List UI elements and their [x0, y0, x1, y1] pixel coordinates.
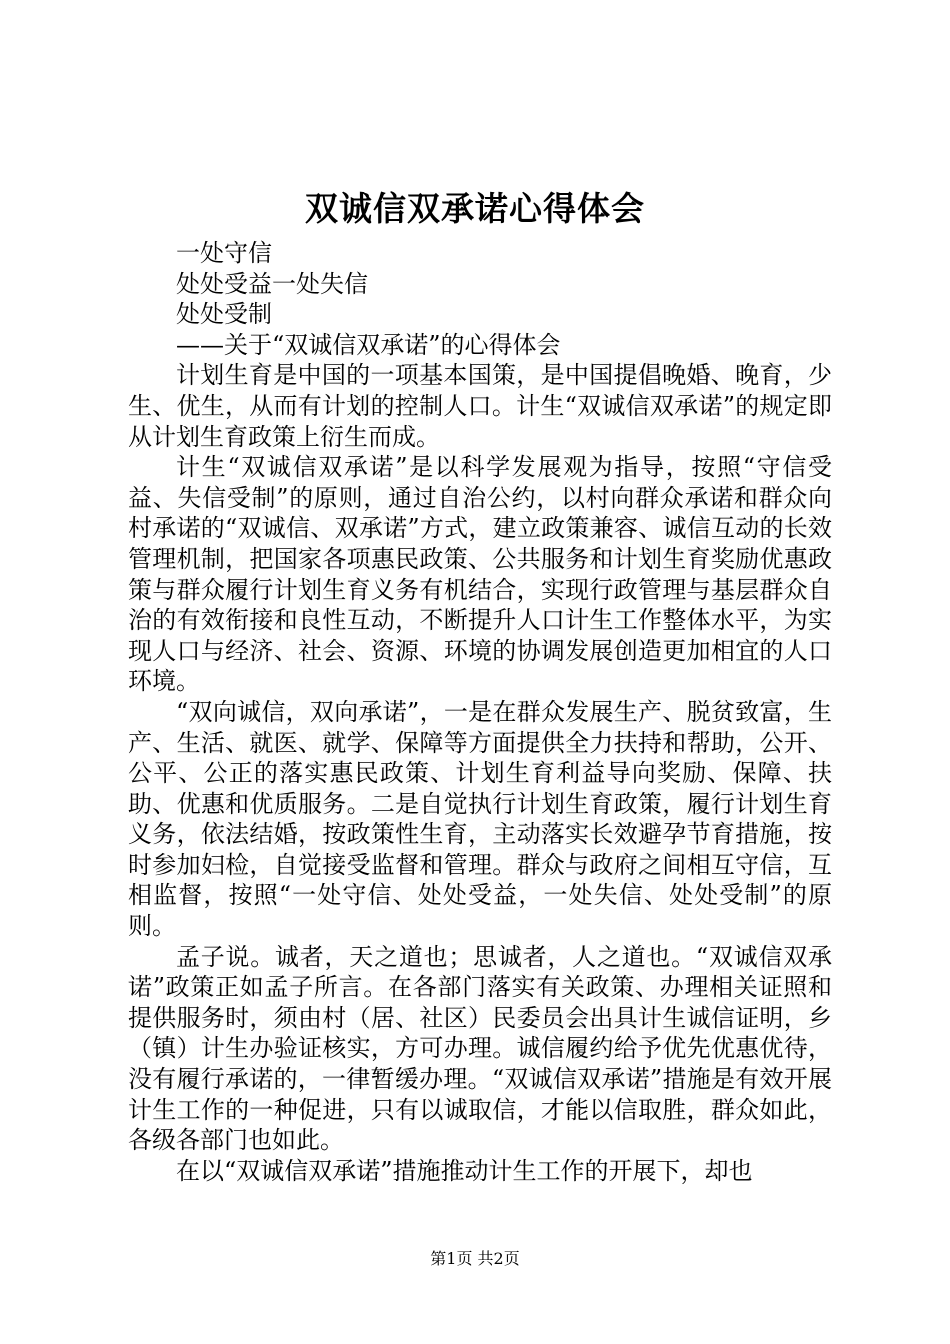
document-title: 双诚信双承诺心得体会	[305, 189, 645, 228]
document-body	[128, 238, 832, 1186]
paragraph: 孟子说。诚者，天之道也；思诚者，人之道也。“双诚信双承诺”政策正如孟子所言。在各部门落实有关政策、办理相关证照和提供服务时，须由村（居、社区）民委员会出具计生诚信证明，乡（镇）计生办验证核实，方可办理。诚信履约给予优先优惠优待，没有履行承诺的，一律暂缓办理。“双诚信双承诺”措施是有效开展计生工作的一种促进，只有以诚取信，才能以信取胜，群众如此，各级各部门也如此。	[128, 942, 832, 1155]
paragraph: “双向诚信，双向承诺”，一是在群众发展生产、脱贫致富，生产、生活、就医、就学、保障等方面提供全力扶持和帮助，公开、公平、公正的落实惠民政策、计划生育利益导向奖励、保障、扶助、优惠和优质服务。二是自觉执行计划生育政策，履行计划生育义务，依法结婚，按政策性生育，主动落实长效避孕节育措施，按时参加妇检，自觉接受监督和管理。群众与政府之间相互守信，互相监督，按照“一处守信、处处受益，一处失信、处处受制”的原则。	[128, 697, 832, 941]
paragraph: 一处守信	[176, 239, 272, 267]
paragraph: 计生“双诚信双承诺”是以科学发展观为指导，按照“守信受益、失信受制”的原则，通过自治公约，以村向群众承诺和群众向村承诺的“双诚信、双承诺”方式，建立政策兼容、诚信互动的长效管理机制，把国家各项惠民政策、公共服务和计划生育奖励优惠政策与群众履行计划生育义务有机结合，实现行政管理与基层群众自治的有效衔接和良性互动，不断提升人口计生工作整体水平，为实现人口与经济、社会、资源、环境的协调发展创造更加相宜的人口环境。	[128, 453, 832, 696]
paragraph: ——关于“双诚信双承诺”的心得体会	[176, 330, 561, 359]
paragraph: 处处受益一处失信	[176, 269, 368, 298]
paragraph: 计划生育是中国的一项基本国策，是中国提倡晚婚、晚育，少生、优生，从而有计划的控制人口。计生“双诚信双承诺”的规定即从计划生育政策上衍生而成。	[128, 361, 832, 451]
paragraph: 在以“双诚信双承诺”措施推动计生工作的开展下，却也	[176, 1156, 753, 1185]
paragraph: 处处受制	[176, 300, 272, 329]
page-footer: 第1页 共2页	[430, 1249, 520, 1268]
